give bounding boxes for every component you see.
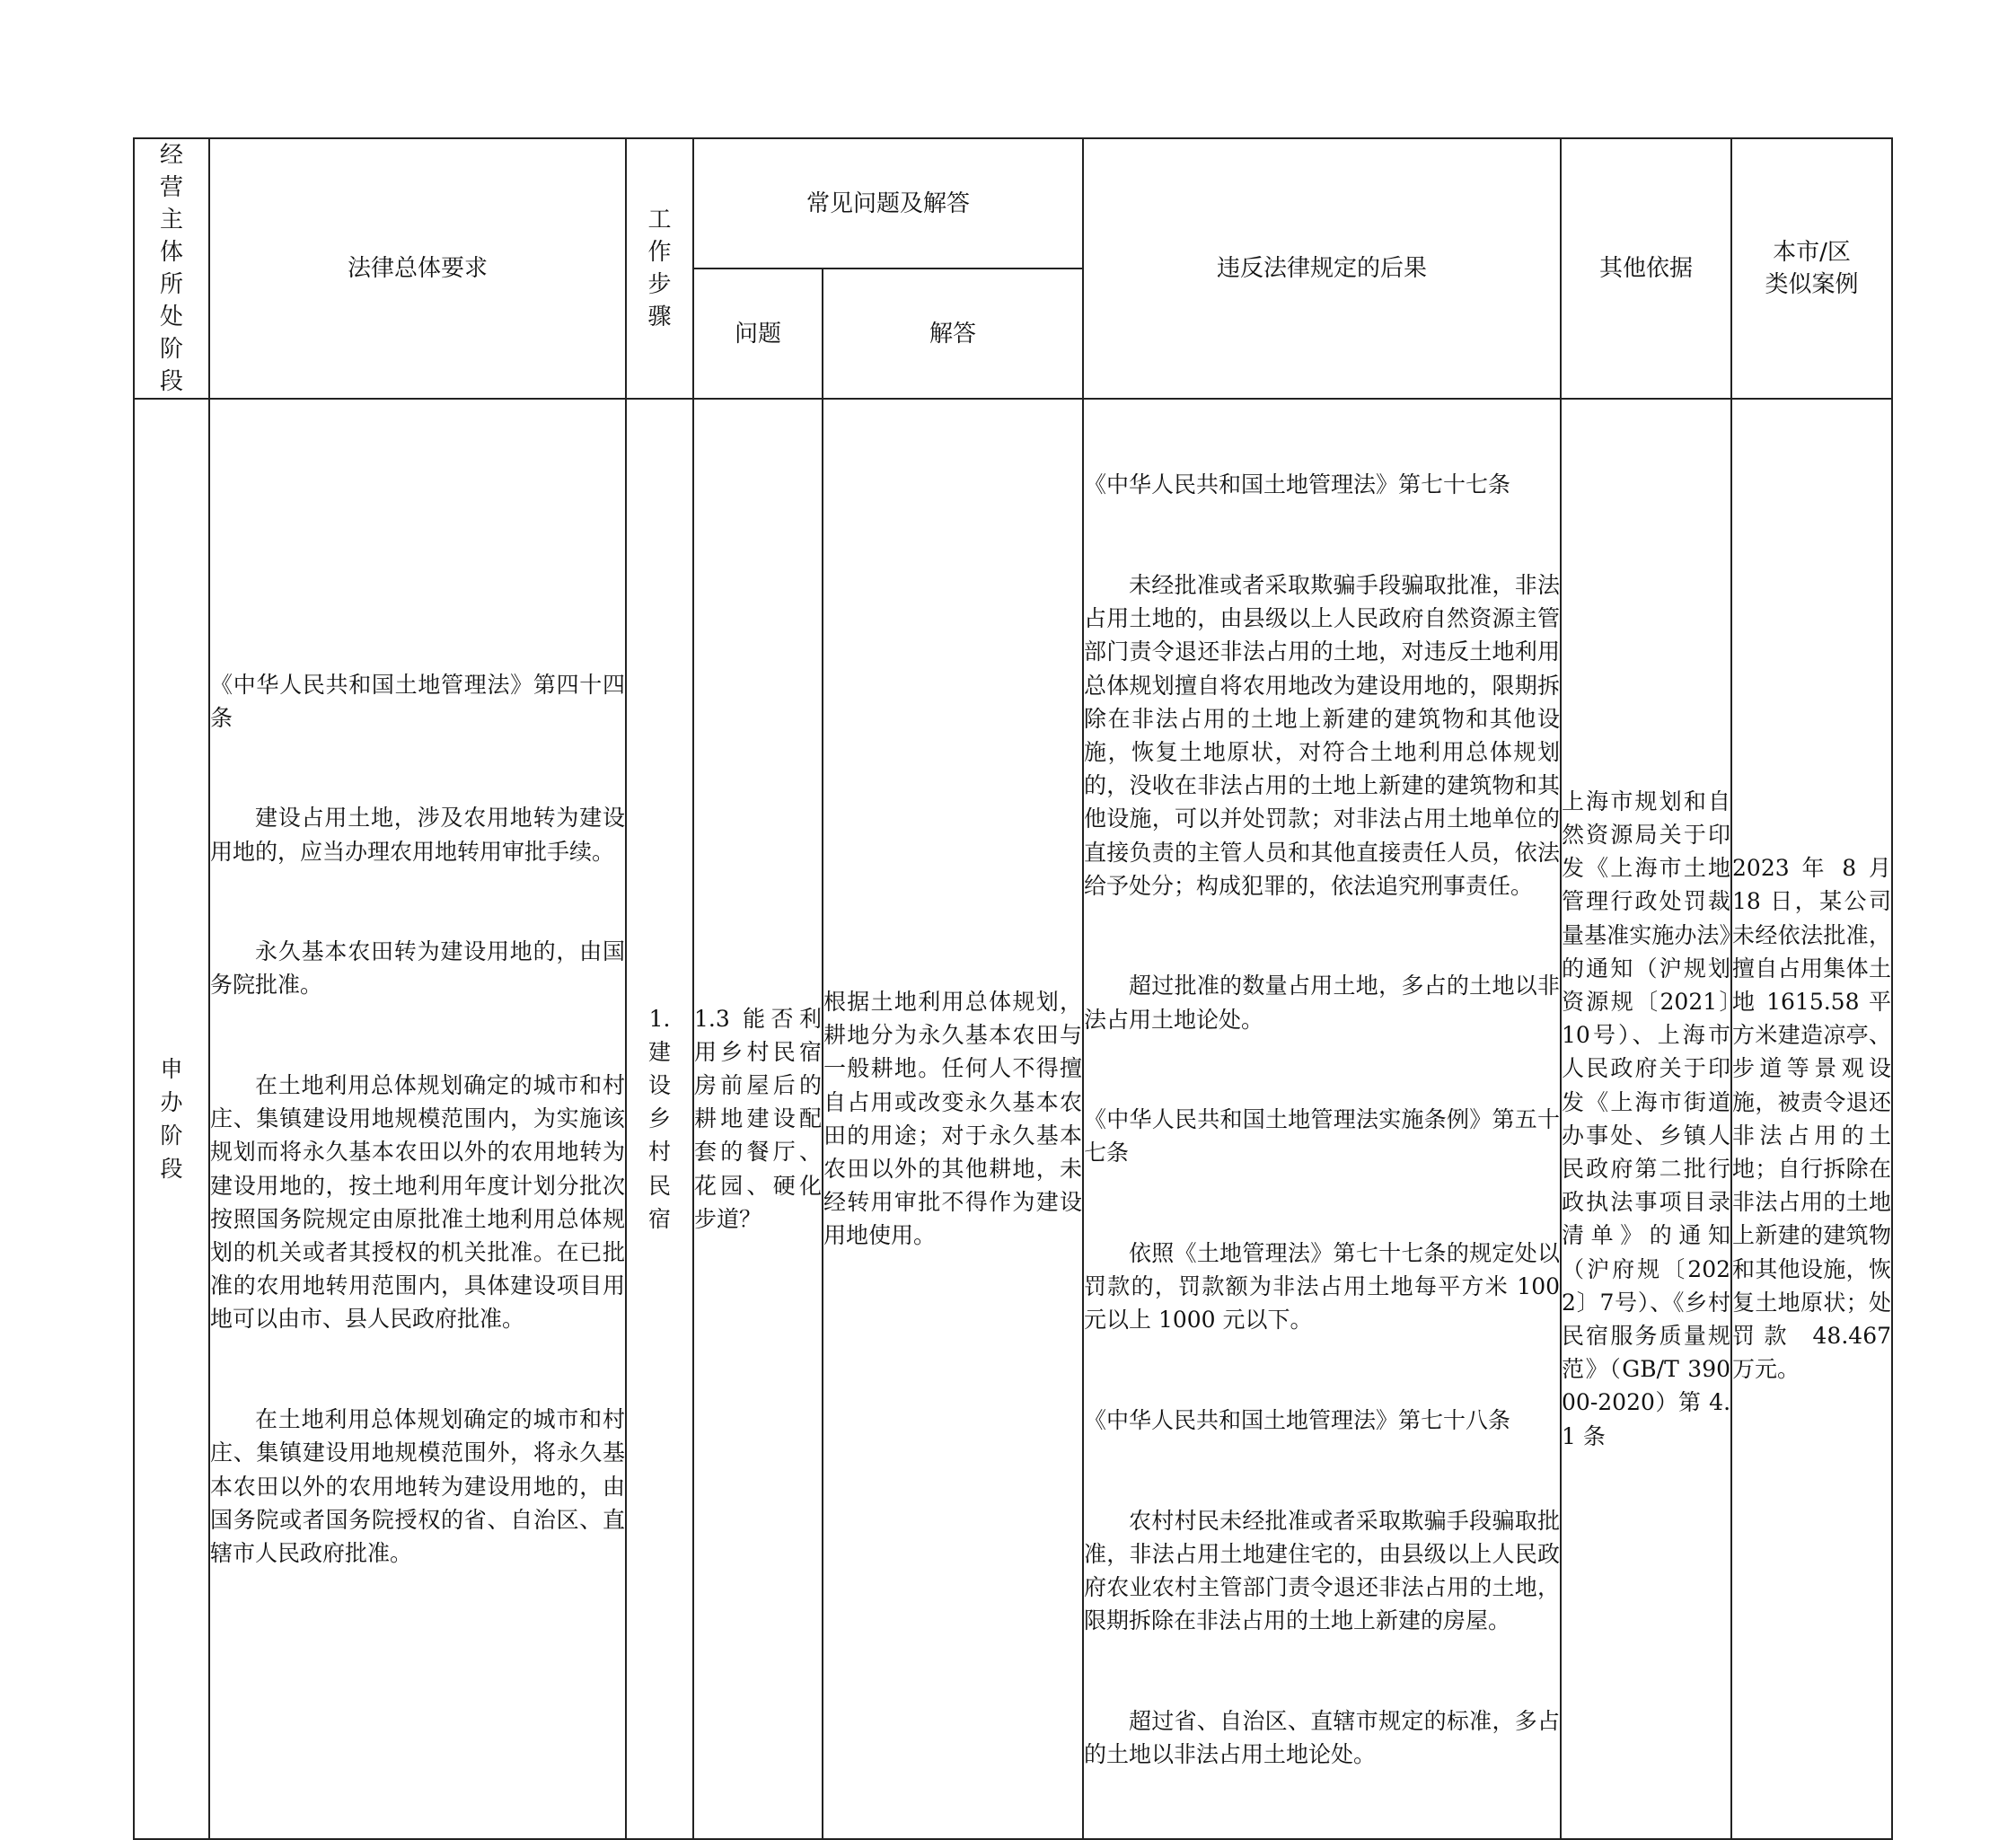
law-requirements-cell bbox=[209, 399, 626, 1839]
law-paragraph: 在土地利用总体规划确定的城市和村庄、集镇建设用地规模范围内，为实施该规划而将永久基本农田以外的农用地转为建设用地的，按土地利用年度计划分批次按照国务院规定由原批准土地利用总体规划的机关或者其授权的机关批准。在已批准的农用地转用范围内，具体建设项目用地可以由市、县人民政府批准。 bbox=[210, 1072, 625, 1333]
regulation-table bbox=[133, 137, 1893, 1840]
header-law-requirements: 法律总体要求 bbox=[209, 138, 626, 399]
work-step-cell bbox=[626, 399, 693, 1839]
law-paragraph: 在土地利用总体规划确定的城市和村庄、集镇建设用地规模范围外，将永久基本农田以外的农用地转为建设用地的，由国务院或者国务院授权的省、自治区、直辖市人民政府批准。 bbox=[210, 1406, 625, 1566]
consequence-paragraph: 超过批准的数量占用土地，多占的土地以非法占用土地论处。 bbox=[1084, 973, 1561, 1033]
law-paragraph: 永久基本农田转为建设用地的，由国务院批准。 bbox=[210, 938, 625, 999]
header-consequences: 违反法律规定的后果 bbox=[1083, 138, 1561, 399]
stage-text: 申办阶段 bbox=[160, 1055, 183, 1182]
answer-text: 根据土地利用总体规划，耕地分为永久基本农田与一般耕地。任何人不得擅自占用或改变永久基本农田的用途；对于永久基本农田以外的其他耕地，未经转用审批不得作为建设用地使用。 bbox=[823, 989, 1083, 1249]
consequence-paragraph: 超过省、自治区、直辖市规定的标准，多占的土地以非法占用土地论处。 bbox=[1084, 1707, 1561, 1768]
header-faq: 常见问题及解答 bbox=[693, 138, 1083, 269]
consequence-title: 《中华人民共和国土地管理法》第七十七条 bbox=[1084, 471, 1511, 498]
work-step-text: 1.建设乡村民宿 bbox=[647, 1005, 671, 1232]
case-cell bbox=[1731, 399, 1892, 1839]
header-cases-line1: 本市/区 bbox=[1773, 239, 1851, 266]
header-work-steps: 工作步骤 bbox=[626, 138, 693, 399]
consequence-paragraph: 农村村民未经批准或者采取欺骗手段骗取批准，非法占用土地建住宅的，由县级以上人民政府农业农村主管部门责令退还非法占用的土地，限期拆除在非法占用的土地上新建的房屋。 bbox=[1084, 1507, 1561, 1634]
other-basis-cell bbox=[1561, 399, 1731, 1839]
header-cases-line2: 类似案例 bbox=[1765, 271, 1859, 298]
header-cases bbox=[1731, 138, 1892, 399]
consequence-title: 《中华人民共和国土地管理法实施条例》第五十七条 bbox=[1084, 1106, 1561, 1167]
consequence-paragraph: 依照《土地管理法》第七十七条的规定处以罚款的，罚款额为非法占用土地每平方米 100 元以上 1000 元以下。 bbox=[1084, 1240, 1567, 1334]
answer-cell bbox=[823, 399, 1083, 1839]
consequence-title: 《中华人民共和国土地管理法》第七十八条 bbox=[1084, 1407, 1511, 1434]
case-text: 2023 年 8 月 18 日，某公司未经依法批准，擅自占用集体土地 1615.58 平方米建造凉亭、步道等景观设施，被责令退还非法占用的土地；自行拆除在非法占用的土地上新建的建筑物和其他设施，恢复土地原状；处罚款 48.467 万元。 bbox=[1732, 855, 1892, 1383]
consequences-cell bbox=[1083, 399, 1567, 1839]
consequence-paragraph: 未经批准或者采取欺骗手段骗取批准，非法占用土地的，由县级以上人民政府自然资源主管部门责令退还非法占用的土地，对违反土地利用总体规划擅自将农用地改为建设用地的，限期拆除在非法占用的土地上新建的建筑物和其他设施，恢复土地原状，对符合土地利用总体规划的，没收在非法占用的土地上新建的建筑物和其他设施，可以并处罚款；对非法占用土地单位的直接负责的主管人员和其他直接责任人员，依法给予处分；构成犯罪的，依法追究刑事责任。 bbox=[1084, 572, 1561, 899]
header-answer: 解答 bbox=[823, 269, 1083, 399]
stage-cell bbox=[134, 399, 209, 1839]
other-basis-text: 上海市规划和自然资源局关于印发《上海市土地管理行政处罚裁量基准实施办法》的通知（沪规划资源规〔2021〕10号）、上海市人民政府关于印发《上海市街道办事处、乡镇人民政府第二批行政执法事项目录清单》的通知（沪府规〔2022〕7号）、《乡村民宿服务质量规范》（GB/T 39000-2020）第 4.1 条 bbox=[1562, 788, 1731, 1449]
question-cell bbox=[693, 399, 823, 1839]
question-text: 1.3 能否利用乡村民宿房前屋后的耕地建设配套的餐厅、花园、硬化步道？ bbox=[694, 1005, 822, 1232]
header-other-basis: 其他依据 bbox=[1561, 138, 1731, 399]
table-row bbox=[134, 399, 1892, 1839]
header-stage: 经营主体所处阶段 bbox=[134, 138, 209, 399]
header-question: 问题 bbox=[693, 269, 823, 399]
law-paragraph: 建设占用土地，涉及农用地转为建设用地的，应当办理农用地转用审批手续。 bbox=[210, 805, 625, 865]
header-row-1 bbox=[134, 138, 1892, 269]
law-title: 《中华人民共和国土地管理法》第四十四条 bbox=[210, 671, 625, 731]
